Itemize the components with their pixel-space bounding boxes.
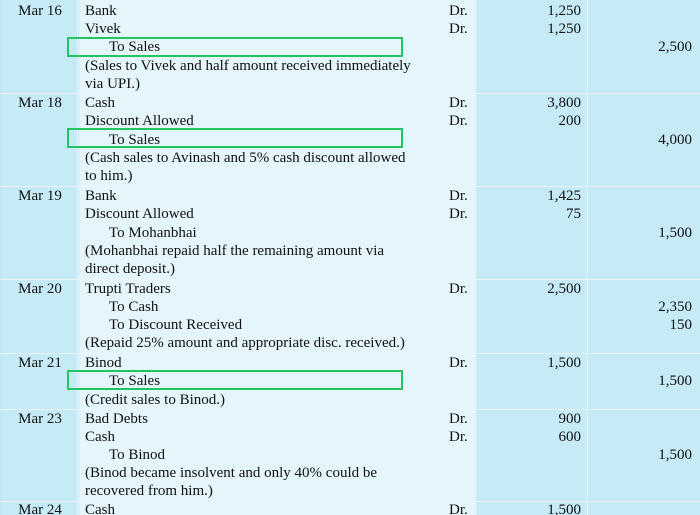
debit-amount: 900: [558, 411, 581, 427]
dr-tag: Dr.: [449, 95, 468, 111]
credit-account: To Cash: [109, 299, 159, 315]
credit-account: To Sales: [109, 39, 161, 55]
narration: (Sales to Vivek and half amount received immediately: [85, 58, 411, 74]
dr-tag: Dr.: [449, 21, 468, 37]
debit-account: Cash: [85, 502, 115, 515]
entry-date: Mar 20: [18, 281, 62, 297]
credit-account: To Mohanbhai: [109, 225, 197, 241]
journal-entry: [0, 94, 700, 186]
highlight-box: [67, 370, 403, 390]
dr-tag: Dr.: [449, 3, 468, 19]
narration: (Mohanbhai repaid half the remaining amount via: [85, 243, 385, 259]
debit-account: Bank: [85, 3, 117, 19]
entry-date: Mar 18: [18, 95, 62, 111]
debit-account: Discount Allowed: [85, 113, 194, 129]
narration: direct deposit.): [85, 261, 175, 277]
credit-account: To Binod: [109, 447, 166, 463]
journal-entry: [0, 0, 700, 93]
entry-date: Mar 21: [18, 355, 62, 371]
dr-tag: Dr.: [449, 281, 468, 297]
debit-amount: 1,500: [547, 355, 581, 371]
debit-amount: 1,500: [547, 502, 581, 515]
highlight-box: [67, 37, 403, 57]
journal-entry: [0, 410, 700, 501]
journal-entry: [0, 187, 700, 279]
journal-entry: [0, 502, 700, 515]
debit-amount: 1,250: [547, 21, 581, 37]
highlight-box: [67, 128, 403, 148]
dr-tag: Dr.: [449, 502, 468, 515]
dr-tag: Dr.: [449, 355, 468, 371]
credit-cell: [589, 502, 700, 515]
debit-account: Discount Allowed: [85, 206, 194, 222]
debit-account: Bad Debts: [85, 411, 148, 427]
debit-amount: 200: [558, 113, 581, 129]
debit-amount: 2,500: [547, 281, 581, 297]
dr-tag: Dr.: [449, 113, 468, 129]
journal-entry: [0, 280, 700, 353]
credit-amount: 2,500: [658, 39, 692, 55]
dr-tag: Dr.: [449, 206, 468, 222]
entry-date: Mar 19: [18, 188, 62, 204]
debit-amount: 600: [558, 429, 581, 445]
entry-date: Mar 23: [18, 411, 62, 427]
debit-amount: 3,800: [547, 95, 581, 111]
credit-account: To Sales: [109, 132, 161, 148]
credit-amount: 150: [669, 317, 692, 333]
narration: (Repaid 25% amount and appropriate disc. received.): [85, 335, 405, 351]
dr-tag: Dr.: [449, 411, 468, 427]
dr-tag: Dr.: [449, 429, 468, 445]
entry-date: Mar 24: [18, 502, 62, 515]
debit-account: Cash: [85, 95, 115, 111]
particulars-cell: [79, 502, 477, 515]
journal-entry: [0, 354, 700, 409]
entry-date: Mar 16: [18, 3, 62, 19]
narration: via UPI.): [85, 76, 140, 92]
narration: recovered from him.): [85, 483, 213, 499]
credit-account: To Discount Received: [109, 317, 243, 333]
debit-account: Binod: [85, 355, 122, 371]
narration: (Credit sales to Binod.): [85, 392, 225, 408]
dr-tag: Dr.: [449, 188, 468, 204]
credit-amount: 1,500: [658, 225, 692, 241]
debit-account: Vivek: [85, 21, 121, 37]
debit-amount: 75: [566, 206, 581, 222]
credit-amount: 1,500: [658, 373, 692, 389]
credit-amount: 4,000: [658, 132, 692, 148]
debit-account: Bank: [85, 188, 117, 204]
debit-amount: 1,425: [547, 188, 581, 204]
credit-amount: 2,350: [658, 299, 692, 315]
narration: (Binod became insolvent and only 40% could be: [85, 465, 378, 481]
credit-amount: 1,500: [658, 447, 692, 463]
debit-account: Cash: [85, 429, 115, 445]
credit-account: To Sales: [109, 373, 161, 389]
narration: to him.): [85, 168, 133, 184]
debit-account: Trupti Traders: [85, 281, 171, 297]
narration: (Cash sales to Avinash and 5% cash discount allowed: [85, 150, 406, 166]
debit-amount: 1,250: [547, 3, 581, 19]
